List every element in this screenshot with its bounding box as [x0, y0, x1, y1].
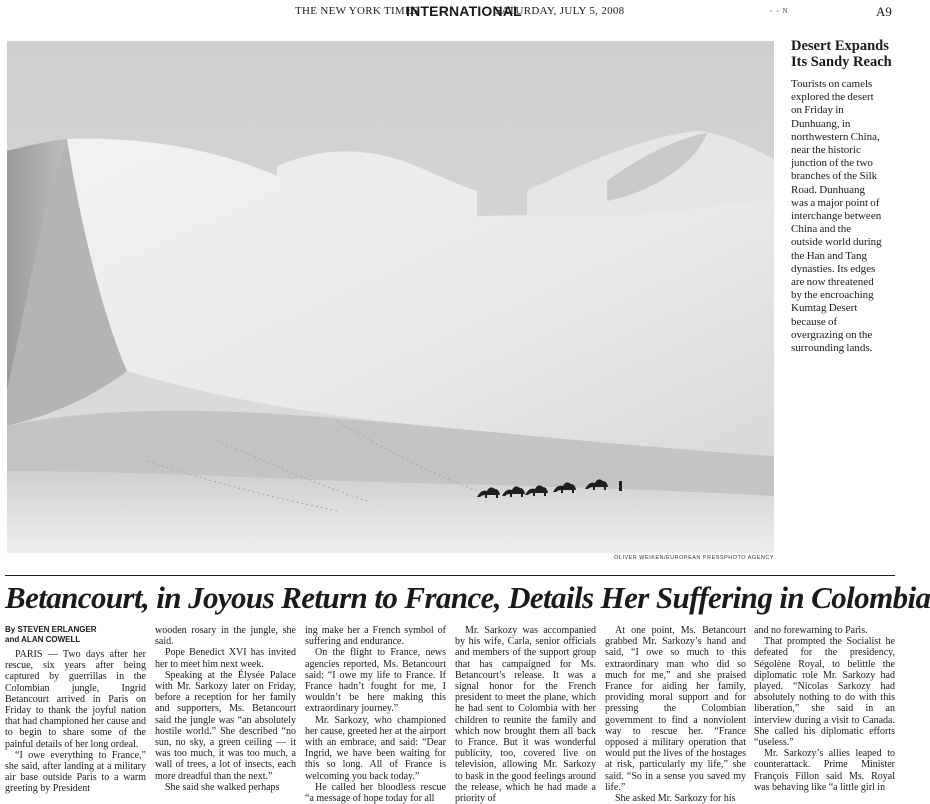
article-column-5: [605, 625, 746, 804]
page-number: A9: [876, 4, 892, 19]
paragraph: That prompted the Socialist he defeated for the presidency, Ségolène Royal, to belittle the diplomatic role Mr. Sarkozy had played. “Nicolas Sarkozy had absolutely nothing to do with this liberation,” she said in an interview during a visit to Canada. She called his diplomatic efforts “useless.”: [754, 636, 895, 749]
section-name: INTERNATIONAL: [406, 3, 522, 19]
paragraph: On the flight to France, news agencies reported, Ms. Betancourt said: “I owe my life to France. If France hadn’t fought for me, I wouldn’t be here making this extraordinary journey.”: [305, 647, 446, 715]
byline: [5, 625, 146, 645]
masthead: THE NEW YORK TIMES: [295, 5, 419, 17]
article-column-1: [5, 625, 146, 795]
caption-text: Tourists on camels explored the desert on Friday in Dunhuang, in northwestern China, near the historic junction of the two branches of the Silk Road. Dunhuang was a major point of interchange between China and the outside world during the Han and Tang dynasties. Its edges are now threatened by the encroaching Kumtag Desert because of overgrazing on the surrounding lands.: [791, 78, 882, 355]
article-column-3: [305, 625, 446, 804]
section-divider: [5, 575, 895, 576]
article-headline: Betancourt, in Joyous Return to France, Details Her Suffering in Colombia: [5, 580, 930, 615]
byline-line-2: and ALAN COWELL: [5, 635, 81, 644]
desert-photo: [7, 41, 774, 553]
article-column-4: [455, 625, 596, 804]
paragraph: Mr. Sarkozy was accompanied by his wife, Carla, senior officials and members of the support group that has campaigned for Ms. Betancourt’s release. It was a signal honor for the French president to meet the plane, which he had sent to Colombia with her children to reunite the family and which now brought them all back to France. But it was wonderful publicity, too, covered live on television, allowing Mr. Sarkozy to bask in the good feelings around the release, which he had made a priority of: [455, 625, 596, 804]
article-column-2: [155, 625, 296, 793]
byline-line-1: By STEVEN ERLANGER: [5, 625, 97, 634]
paragraph: Pope Benedict XVI has invited her to meet him next week.: [155, 647, 296, 670]
paragraph: Speaking at the Élysée Palace with Mr. Sarkozy later on Friday, before a reception for her family and supporters, Ms. Betancourt said the jungle was “an absolutely hostile world.” She described “no sun, no sky, a green ceiling — it was too much, it was too much, a wall of trees, a lot of insects, each more dreadful than the next.”: [155, 669, 296, 782]
edition-code: ◦ ◦ N: [770, 7, 789, 15]
paragraph: and no forewarning to Paris.: [754, 625, 868, 636]
paragraph: At one point, Ms. Betancourt grabbed Mr. Sarkozy’s hand and said, “I owe so much to this extraordinary man who did so much for me,” and she praised France for aiding her family, providing moral support and for pressing the Colombian government to find a nonviolent way to rescue her. “France opposed a military operation that would put the lives of the hostages at risk, particularly my life,” she said. “So in a sense you saved my life.”: [605, 625, 746, 793]
paragraph: PARIS — Two days after her rescue, six years after being captured by guerrillas in the Colombian jungle, Ingrid Betancourt arrived in Paris on Friday to thank the joyful nation that had championed her cause and to begin to share some of the painful details of her long ordeal.: [5, 649, 146, 750]
article-column-6: [754, 625, 895, 793]
desert-dunes-image: [7, 41, 774, 553]
paragraph: Mr. Sarkozy’s allies leaped to counterattack. Prime Minister François Fillon said Ms. Royal was behaving like “a little girl in: [754, 748, 895, 793]
paragraph: He called her bloodless rescue “a message of hope today for all: [305, 781, 446, 804]
paragraph: wooden rosary in the jungle, she said.: [155, 625, 296, 648]
photo-credit: OLIVER WEIKEN/EUROPEAN PRESSPHOTO AGENCY: [614, 555, 774, 561]
dateline: PARIS: [15, 649, 43, 660]
page-folio: [0, 0, 900, 26]
paragraph: Mr. Sarkozy, who championed her cause, greeted her at the airport with an embrace, and said: “Dear Ingrid, we have been waiting for this so long. All of France is welcoming you back today.”: [305, 714, 446, 782]
caption-headline: Desert Expands Its Sandy Reach: [791, 38, 892, 70]
paragraph: ing make her a French symbol of suffering and endurance.: [305, 625, 446, 648]
paragraph: She said she walked perhaps: [165, 781, 280, 793]
paragraph: “I owe everything to France,” she said, after landing at a military air base outside Paris to a warm greeting by President: [5, 749, 146, 795]
paragraph: She asked Mr. Sarkozy for his: [615, 793, 736, 804]
issue-date: SATURDAY, JULY 5, 2008: [495, 5, 625, 17]
